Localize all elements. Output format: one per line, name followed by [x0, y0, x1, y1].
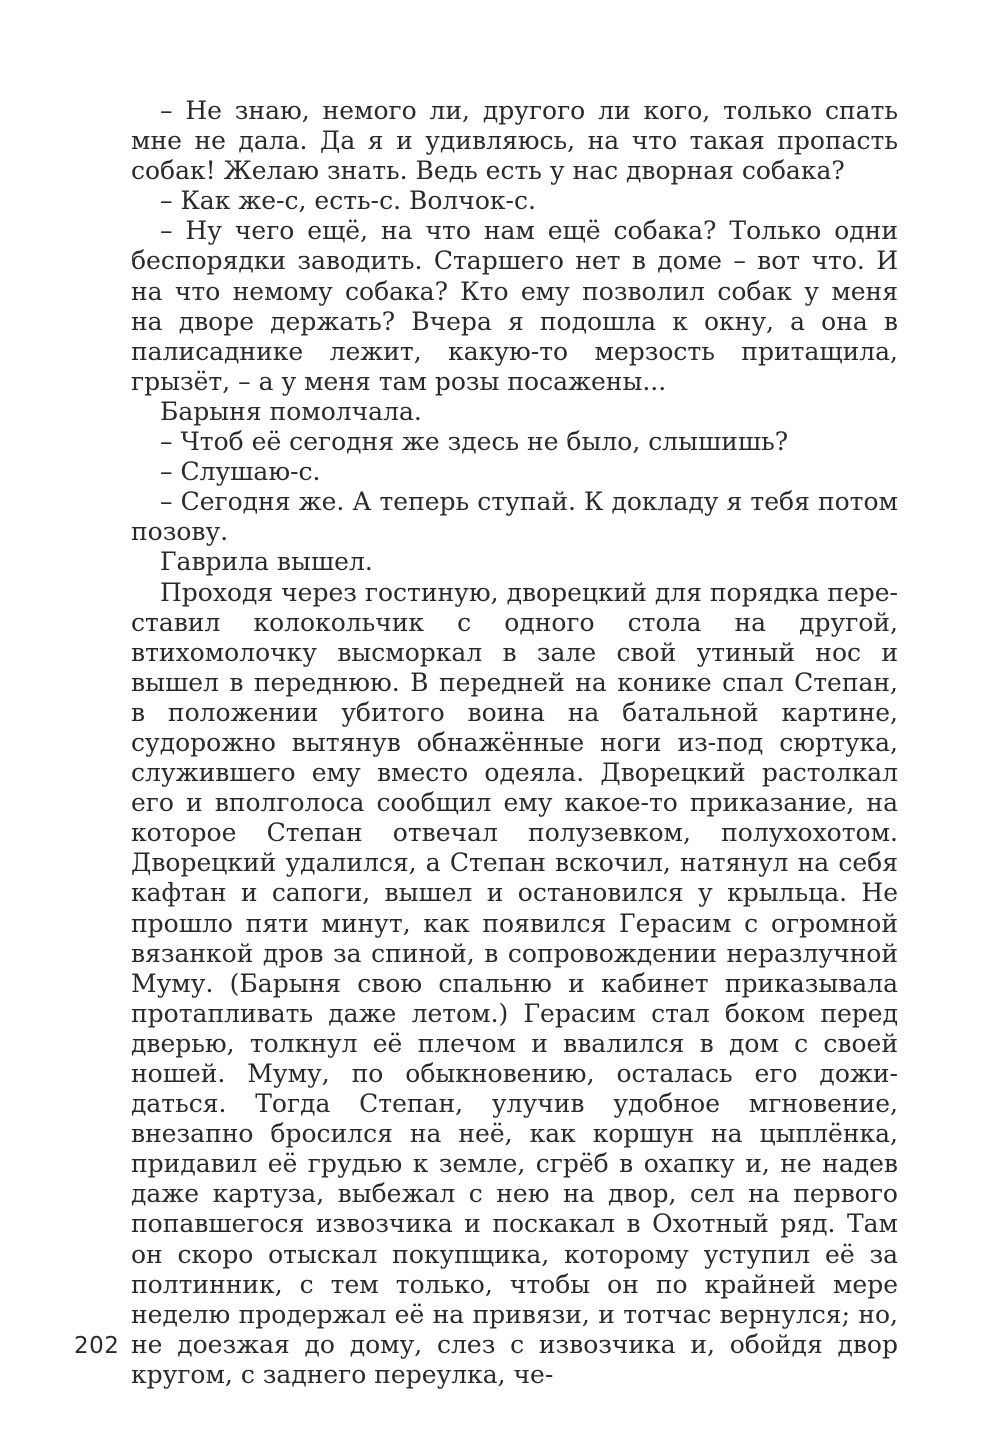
paragraph: Гаврила вышел. — [160, 547, 373, 577]
paragraph: – Чтоб её сегодня же здесь не было, слышишь? — [160, 427, 789, 457]
paragraph: Барыня помолчала. — [160, 396, 422, 426]
paragraph: – Сегодня же. А теперь ступай. К докладу я тебя потом позову. — [131, 487, 898, 547]
page-number: 202 — [74, 1333, 120, 1359]
paragraph: Проходя через гостиную, дворецкий для порядка переставил колокольчик с одного стола на другой, втихомолочку высморкал в зале свой утиный нос и вышел в переднюю. В передней на конике спал Степан, в положении убитого воина на батальной картине, судорожно вытянув обнажённые ноги из-под сюртука, служившего ему вместо одеяла. Дворецкий растолкал его и вполголоса сообщил ему какое-то приказание, на которое Степан отвечал полузевком, полухохотом. Дворецкий удалился, а Степан вскочил, натянул на себя кафтан и сапоги, вышел и остановился у крыльца. Не прошло пяти минут, как появился Герасим с огромной вязанкой дров за спиной, в сопровождении неразлучной Муму. (Барыня свою спальню и кабинет приказывала протапливать даже летом.) Герасим стал боком перед дверью, толкнул её плечом и ввалился в дом с своей ношей. Муму, по обыкновению, осталась его дожидаться. Тогда Степан, улучив удобное мгновение, внезапно бросился на неё, как коршун на цыплёнка, придавил её грудью к земле, сгрёб в охапку и, не надев даже картуза, выбежал с нею на двор, сел на первого попавшегося извозчика и поскакал в Охотный ряд. Там он скоро отыскал покупщика, которому уступил её за полтинник, с тем только, чтобы он по крайней мере неделю продержал её на привязи, и тотчас вернулся; но, не доезжая до дому, слез с извозчика и, обойдя двор кругом, с заднего переулка, че- — [131, 577, 898, 1389]
paragraph: – Не знаю, немого ли, другого ли кого, только спать мне не дала. Да я и удивляюсь, на что такая пропасть собак! Желаю знать. Ведь есть у нас дворная собака? — [131, 96, 898, 186]
paragraph: – Ну чего ещё, на что нам ещё собака? Только одни беспорядки заводить. Старшего нет в доме – вот что. И на что немому собака? Кто ему позволил собак у меня на дворе держать? Вчера я подошла к окну, а она в палисаднике лежит, какую-то мерзость притащила, грызёт, – а у меня там розы посажены... — [131, 216, 898, 396]
body-text — [131, 96, 898, 1390]
paragraph: – Как же-с, есть-с. Волчок-с. — [160, 186, 536, 216]
paragraph: – Слушаю-с. — [160, 457, 321, 487]
